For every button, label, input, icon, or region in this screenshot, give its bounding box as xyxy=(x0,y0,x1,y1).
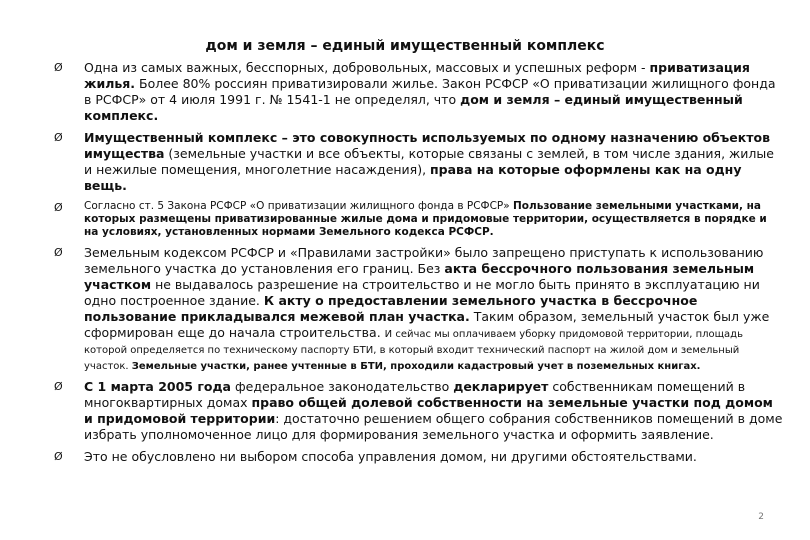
arrow-bullet-icon: Ø xyxy=(54,61,63,74)
bullet-text xyxy=(84,60,783,124)
arrow-bullet-icon: Ø xyxy=(54,201,63,214)
bullet-item xyxy=(48,449,783,465)
text-run: Более 80% россиян приватизировали жилье. Закон РСФСР «О приватизации жилищного фонда в РСФСР» от 4 июля 1991 г. № 1541-1 не определял, что xyxy=(84,76,776,107)
bold-text-run: К акту о предоставлении земельного участка в бессрочное пользование прикладывался межевой план участка. xyxy=(84,293,698,324)
text-run: Это не обусловлено ни выбором способа управления домом, ни другими обстоятельствами. xyxy=(84,449,697,464)
text-run: собственникам помещений в многоквартирных домах xyxy=(84,379,746,410)
bold-text-run: Земельные участки, ранее учтенные в БТИ, проходили кадастровый учет в поземельных книгах. xyxy=(131,361,701,372)
bullet-item xyxy=(48,379,783,443)
bullet-text xyxy=(84,379,783,443)
bold-text-run: С 1 марта 2005 года xyxy=(84,379,231,394)
arrow-bullet-icon: Ø xyxy=(54,450,63,463)
arrow-bullet-icon: Ø xyxy=(54,131,63,144)
bold-text-run: права на которые оформлены как на одну вещь. xyxy=(84,162,742,193)
slide-title: дом и земля – единый имущественный комплекс xyxy=(205,38,605,54)
bullet-list xyxy=(48,60,783,471)
text-run: И сейчас мы оплачиваем уборку придомовой территории, площадь которой определяется по техническому паспорту БТИ, в который входит технический паспорт на жилой дом и земельный участок. xyxy=(84,329,743,372)
text-run: федеральное законодательство xyxy=(231,379,454,394)
text-run: (земельные участки и все объекты, которые связаны с землей, в том числе здания, жилые и нежилые помещения, многолетние насаждения), xyxy=(84,146,774,177)
bold-text-run: Пользование земельными участками, на которых размещены приватизированные жилые дома и придомовые территории, осуществляется в порядке и на условиях, установленных нормами Земельного кодекса РСФСР. xyxy=(84,200,767,238)
bullet-text xyxy=(84,130,783,194)
text-run: Одна из самых важных, бесспорных, добровольных, массовых и успешных реформ - xyxy=(84,60,650,75)
bold-text-run: декларирует xyxy=(453,379,549,394)
page-number: 2 xyxy=(758,512,764,522)
text-run: Земельным кодексом РСФСР и «Правилами застройки» было запрещено приступать к использованию земельного участка до установления его границ. Без xyxy=(84,245,764,276)
arrow-bullet-icon: Ø xyxy=(54,246,63,259)
bullet-text xyxy=(84,245,783,373)
text-run: Таким образом, земельный участок был уже сформирован еще до начала строительства. xyxy=(84,309,770,340)
bullet-item xyxy=(48,200,783,239)
text-run: не выдавалось разрешение на строительство и не могло быть принято в эксплуатацию ни одно построенное здание. xyxy=(84,277,760,308)
bullet-text xyxy=(84,200,783,239)
bullet-item xyxy=(48,245,783,373)
bullet-item xyxy=(48,60,783,124)
arrow-bullet-icon: Ø xyxy=(54,380,63,393)
bold-text-run: Имущественный комплекс – это совокупность используемых по одному назначению объектов имущества xyxy=(84,130,771,161)
text-run: : достаточно решением общего собрания собственников помещений в доме избрать уполномоченное лицо для формирования земельного участка и оформить заявление. xyxy=(84,411,783,442)
bold-text-run: акта бессрочного пользования земельным участком xyxy=(84,261,755,292)
bold-text-run: дом и земля – единый имущественный комплекс. xyxy=(84,92,743,123)
bold-text-run: право общей долевой собственности на земельные участки под домом и придомовой территории xyxy=(84,395,773,426)
bullet-item xyxy=(48,130,783,194)
text-run: Согласно ст. 5 Закона РСФСР «О приватизации жилищного фонда в РСФСР» xyxy=(84,200,513,212)
bold-text-run: приватизация жилья. xyxy=(84,60,750,91)
bullet-text xyxy=(84,449,783,465)
